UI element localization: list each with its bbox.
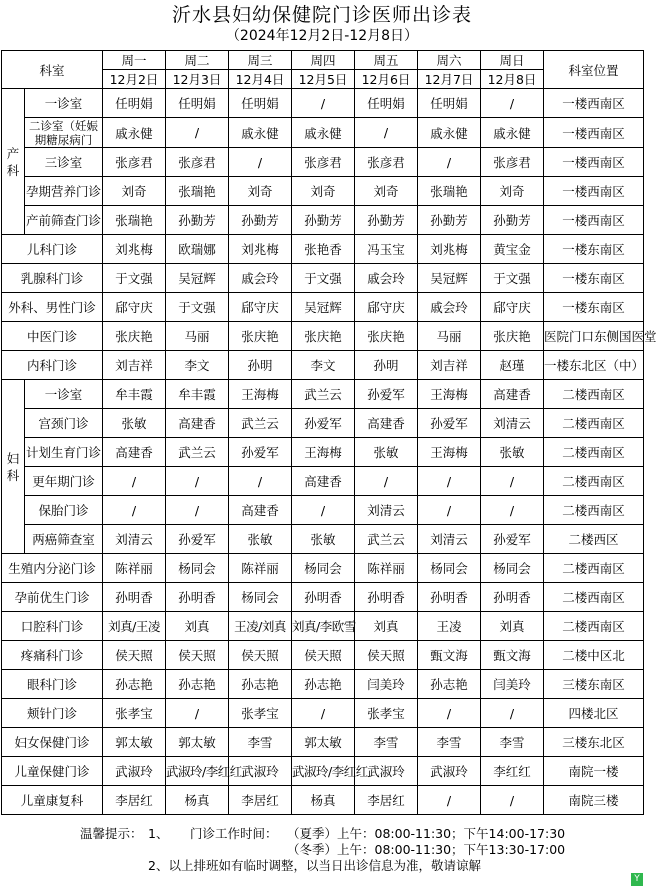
table-row [2,438,644,467]
dept-name: 疼痛科门诊 [2,641,103,670]
table-row [2,177,644,206]
table-row [2,409,644,438]
location-cell: 一楼西南区 [544,206,644,235]
doctor-cell: 马丽 [166,322,229,351]
doctor-cell: / [355,118,418,148]
doctor-cell: / [229,467,292,496]
doctor-cell: / [418,786,481,815]
location-cell: 一楼东南区 [544,264,644,293]
corner-badge: Y [631,873,643,886]
doctor-cell: 李雪 [355,728,418,757]
doctor-cell: 任明娟 [355,89,418,118]
doctor-cell: 任明娟 [418,89,481,118]
doctor-cell: 牟丰霞 [166,380,229,409]
date-header: 12月3日 [166,70,229,89]
location-cell: 南院三楼 [544,786,644,815]
weekday-header: 周三 [229,51,292,70]
note-2: 2、以上排班如有临时调整，以当日出诊信息为准，敬请谅解 [148,858,481,873]
doctor-cell: 李居红 [103,786,166,815]
doctor-cell: 张庆艳 [229,322,292,351]
location-cell: 一楼西南区 [544,118,644,148]
doctor-cell: 戚永健 [292,118,355,148]
doctor-cell: 郭太敏 [166,728,229,757]
doctor-cell: 张敏 [292,525,355,554]
doctor-cell: 牟丰霞 [103,380,166,409]
doctor-cell: 刘奇 [229,177,292,206]
table-row [2,641,644,670]
location-cell: 一楼西南区 [544,89,644,118]
doctor-cell: 吴冠辉 [292,293,355,322]
doctor-cell: 刘真 [481,612,544,641]
location-cell: 一楼西南区 [544,177,644,206]
location-cell: 三楼东南区 [544,670,644,699]
table-row [2,264,644,293]
doctor-cell: / [166,496,229,525]
dept-name: 孕期营养门诊 [25,177,103,206]
doctor-cell: 张敏 [355,438,418,467]
table-row [2,786,644,815]
dept-name: 儿童保健门诊 [2,757,103,786]
location-cell: 三楼东北区 [544,728,644,757]
doctor-cell: 冯玉宝 [355,235,418,264]
location-cell: 四楼北区 [544,699,644,728]
date-range: （2024年12月2日-12月8日） [225,28,419,44]
doctor-cell: 侯天照 [166,641,229,670]
doctor-cell: / [103,496,166,525]
group-label: 妇科 [2,380,25,554]
weekday-header: 周二 [166,51,229,70]
doctor-cell: / [481,786,544,815]
doctor-cell: 李居红 [229,786,292,815]
dept-name: 保胎门诊 [25,496,103,525]
doctor-cell: 闫美玲 [481,670,544,699]
table-row [2,612,644,641]
table-row [2,467,644,496]
dept-name: 计划生育门诊 [25,438,103,467]
doctor-cell: / [418,699,481,728]
doctor-cell: 武兰云 [292,380,355,409]
doctor-cell: / [418,467,481,496]
doctor-cell: 戚永健 [103,118,166,148]
doctor-cell: 张敏 [481,438,544,467]
location-cell: 二楼中区北 [544,641,644,670]
doctor-cell: 王海梅 [229,380,292,409]
doctor-cell: 郭太敏 [292,728,355,757]
doctor-cell: 武淑玲/李红红 [166,757,229,786]
weekday-header: 周日 [481,51,544,70]
doctor-cell: 李居红 [355,786,418,815]
table-row [2,699,644,728]
doctor-cell: 戚永健 [229,118,292,148]
doctor-cell: 张庆艳 [355,322,418,351]
doctor-cell: 李雪 [481,728,544,757]
dept-name: 乳腺科门诊 [2,264,103,293]
table-row [2,496,644,525]
doctor-cell: / [418,496,481,525]
location-cell: 二楼西南区 [544,496,644,525]
doctor-cell: 郈守庆 [355,293,418,322]
doctor-cell: 郈守庆 [103,293,166,322]
location-cell: 医院门口东侧国医堂 [544,322,644,351]
doctor-cell: / [481,496,544,525]
doctor-cell: 赵瑾 [481,351,544,380]
dept-header: 科室 [2,51,103,89]
doctor-cell: 张孝宝 [103,699,166,728]
note-1-title: 门诊工作时间： [190,826,278,841]
table-row [2,728,644,757]
doctor-cell: 武淑玲/李红红 [292,757,355,786]
summer-hours: （夏季）上午：08:00-11:30；下午14:00-17:30 [287,826,566,841]
doctor-cell: 孙爱军 [292,409,355,438]
doctor-cell: 郈守庆 [481,293,544,322]
doctor-cell: / [418,148,481,177]
doctor-cell: 刘真/李欧雪 [292,612,355,641]
page-title: 沂水县妇幼保健院门诊医师出诊表 [171,4,472,26]
doctor-cell: 刘清云 [418,525,481,554]
table-row [2,670,644,699]
doctor-cell: 刘兆梅 [418,235,481,264]
doctor-cell: 张庆艳 [103,322,166,351]
location-cell: 一楼西南区 [544,148,644,177]
weekday-header: 周一 [103,51,166,70]
doctor-cell: 孙爱军 [481,525,544,554]
dept-name: 孕前优生门诊 [2,583,103,612]
note-1-number: 1、 [148,826,169,841]
dept-name: 颊针门诊 [2,699,103,728]
doctor-cell: 高建香 [103,438,166,467]
doctor-cell: 刘吉祥 [418,351,481,380]
doctor-cell: 刘奇 [481,177,544,206]
doctor-cell: 王海梅 [418,438,481,467]
doctor-cell: 孙爱军 [418,409,481,438]
doctor-cell: 高建香 [355,409,418,438]
table-row [2,206,644,235]
dept-name: 眼科门诊 [2,670,103,699]
location-cell: 二楼西南区 [544,583,644,612]
date-header: 12月7日 [418,70,481,89]
dept-name: 儿科门诊 [2,235,103,264]
doctor-cell: 孙志艳 [229,670,292,699]
date-header: 12月2日 [103,70,166,89]
doctor-cell: 高建香 [229,496,292,525]
doctor-cell: 侯天照 [103,641,166,670]
doctor-cell: 杨真 [292,786,355,815]
doctor-cell: 孙勤芳 [229,206,292,235]
doctor-cell: 孙明香 [292,583,355,612]
doctor-cell: 张孝宝 [229,699,292,728]
doctor-cell: 王海梅 [292,438,355,467]
table-row [2,380,644,409]
doctor-cell: 孙明香 [103,583,166,612]
doctor-cell: 武兰云 [166,438,229,467]
doctor-cell: 张庆艳 [292,322,355,351]
doctor-cell: 武淑玲 [418,757,481,786]
doctor-cell: 张彦君 [481,148,544,177]
table-row [2,293,644,322]
doctor-cell: 王海梅 [418,380,481,409]
doctor-cell: 杨同会 [166,554,229,583]
doctor-cell: 侯天照 [292,641,355,670]
doctor-cell: 孙明香 [166,583,229,612]
date-header: 12月4日 [229,70,292,89]
doctor-cell: 郈守庆 [229,293,292,322]
doctor-cell: 孙明香 [481,583,544,612]
doctor-cell: / [292,496,355,525]
doctor-cell: 孙勤芳 [355,206,418,235]
doctor-cell: / [229,148,292,177]
doctor-cell: 李文 [292,351,355,380]
doctor-cell: 马丽 [418,322,481,351]
doctor-cell: 陈祥丽 [229,554,292,583]
doctor-cell: 张敏 [103,409,166,438]
doctor-cell: 孙爱军 [229,438,292,467]
table-row [2,235,644,264]
doctor-cell: 武兰云 [355,525,418,554]
dept-name: 产前筛查门诊 [25,206,103,235]
location-cell: 一楼东南区 [544,235,644,264]
doctor-cell: 侯天照 [355,641,418,670]
doctor-cell: 闫美玲 [355,670,418,699]
doctor-cell: 高建香 [166,409,229,438]
weekday-header: 周五 [355,51,418,70]
dept-name: 一诊室 [25,380,103,409]
table-row [2,351,644,380]
date-header: 12月5日 [292,70,355,89]
doctor-cell: 刘兆梅 [103,235,166,264]
doctor-cell: 武兰云 [229,409,292,438]
dept-name: 妇女保健门诊 [2,728,103,757]
doctor-cell: 张瑞艳 [166,177,229,206]
doctor-cell: 孙明香 [418,583,481,612]
doctor-cell: 戚会玲 [418,293,481,322]
dept-name: 更年期门诊 [25,467,103,496]
location-cell: 南院一楼 [544,757,644,786]
doctor-cell: 黄宝金 [481,235,544,264]
location-cell: 二楼西南区 [544,438,644,467]
dept-name: 中医门诊 [2,322,103,351]
doctor-cell: / [166,467,229,496]
dept-name: 生殖内分泌门诊 [2,554,103,583]
doctor-cell: 刘奇 [103,177,166,206]
doctor-cell: 武淑玲 [103,757,166,786]
doctor-cell: 孙志艳 [166,670,229,699]
doctor-cell: 刘真 [355,612,418,641]
doctor-cell: 甄文海 [418,641,481,670]
doctor-cell: / [292,699,355,728]
doctor-cell: 陈祥丽 [103,554,166,583]
doctor-cell: 孙爱军 [355,380,418,409]
doctor-cell: 吴冠辉 [418,264,481,293]
location-cell: 二楼西南区 [544,467,644,496]
doctor-cell: 杨同会 [418,554,481,583]
doctor-cell: 孙志艳 [292,670,355,699]
weekday-header: 周六 [418,51,481,70]
winter-hours: （冬季）上午：08:00-11:30；下午13:30-17:00 [287,842,566,857]
dept-name: 一诊室 [25,89,103,118]
doctor-cell: 张瑞艳 [418,177,481,206]
table-row [2,89,644,118]
doctor-cell: 张艳香 [292,235,355,264]
doctor-cell: 杨同会 [229,583,292,612]
doctor-cell: 孙爱军 [166,525,229,554]
table-row [2,322,644,351]
doctor-cell: / [481,699,544,728]
doctor-cell: / [166,699,229,728]
schedule-table [1,50,657,815]
doctor-cell: 刘清云 [355,496,418,525]
date-header: 12月6日 [355,70,418,89]
doctor-cell: 李雪 [418,728,481,757]
doctor-cell: 张彦君 [355,148,418,177]
table-row [2,554,644,583]
table-row [2,118,644,148]
doctor-cell: 杨同会 [481,554,544,583]
doctor-cell: 刘真 [166,612,229,641]
location-cell: 二楼西南区 [544,409,644,438]
table-row [2,757,644,786]
doctor-cell: 于文强 [166,293,229,322]
doctor-cell: 张彦君 [292,148,355,177]
dept-name: 三诊室 [25,148,103,177]
table-row [2,148,644,177]
doctor-cell: 杨同会 [292,554,355,583]
doctor-cell: 张孝宝 [355,699,418,728]
dept-name: 外科、男性门诊 [2,293,103,322]
location-cell: 二楼西区 [544,525,644,554]
weekday-header: 周四 [292,51,355,70]
doctor-cell: 李红红 [481,757,544,786]
doctor-cell: 张瑞艳 [103,206,166,235]
doctor-cell: 吴冠辉 [166,264,229,293]
doctor-cell: 刘清云 [481,409,544,438]
dept-name: 口腔科门诊 [2,612,103,641]
doctor-cell: 张彦君 [103,148,166,177]
doctor-cell: 李雪 [229,728,292,757]
doctor-cell: 戚永健 [418,118,481,148]
location-cell: 二楼西南区 [544,554,644,583]
doctor-cell: 李文 [166,351,229,380]
group-label: 产科 [2,89,25,235]
doctor-cell: 刘奇 [292,177,355,206]
location-cell: 二楼西南区 [544,380,644,409]
table-row [2,525,644,554]
doctor-cell: 任明娟 [103,89,166,118]
location-cell: 一楼东南区 [544,293,644,322]
doctor-cell: 孙勤芳 [418,206,481,235]
dept-name: 两癌筛查室 [25,525,103,554]
date-header: 12月8日 [481,70,544,89]
doctor-cell: 陈祥丽 [355,554,418,583]
doctor-cell: 刘清云 [103,525,166,554]
doctor-cell: 孙明香 [355,583,418,612]
doctor-cell: 高建香 [481,380,544,409]
doctor-cell: 张敏 [229,525,292,554]
doctor-cell: / [103,467,166,496]
doctor-cell: / [166,118,229,148]
dept-name: 二诊室（妊娠期糖尿病门 [25,118,103,148]
doctor-cell: 张彦君 [166,148,229,177]
doctor-cell: 刘真/王凌 [103,612,166,641]
doctor-cell: 孙勤芳 [292,206,355,235]
doctor-cell: 王凌/刘真 [229,612,292,641]
doctor-cell: 孙勤芳 [166,206,229,235]
doctor-cell: 王凌 [418,612,481,641]
doctor-cell: 张庆艳 [481,322,544,351]
doctor-cell: / [355,467,418,496]
location-cell: 一楼东北区（中） [544,351,644,380]
doctor-cell: 戚永健 [481,118,544,148]
doctor-cell: 孙志艳 [418,670,481,699]
location-cell: 二楼西南区 [544,612,644,641]
doctor-cell: 刘兆梅 [229,235,292,264]
doctor-cell: 孙志艳 [103,670,166,699]
doctor-cell: / [481,89,544,118]
doctor-cell: 甄文海 [481,641,544,670]
doctor-cell: 武淑玲 [229,757,292,786]
doctor-cell: 武淑玲 [355,757,418,786]
doctor-cell: 于文强 [292,264,355,293]
dept-name: 宫颈门诊 [25,409,103,438]
doctor-cell: 侯天照 [229,641,292,670]
doctor-cell: 戚会玲 [355,264,418,293]
doctor-cell: 孙明 [355,351,418,380]
doctor-cell: 戚会玲 [229,264,292,293]
doctor-cell: / [481,467,544,496]
notes-label: 温馨提示： [80,826,143,841]
doctor-cell: 孙勤芳 [481,206,544,235]
dept-name: 内科门诊 [2,351,103,380]
doctor-cell: 孙明 [229,351,292,380]
doctor-cell: 高建香 [292,467,355,496]
doctor-cell: / [292,89,355,118]
location-header: 科室位置 [544,51,644,89]
doctor-cell: 任明娟 [229,89,292,118]
doctor-cell: 于文强 [481,264,544,293]
table-row [2,583,644,612]
doctor-cell: 刘奇 [355,177,418,206]
doctor-cell: 刘吉祥 [103,351,166,380]
doctor-cell: 于文强 [103,264,166,293]
doctor-cell: 杨真 [166,786,229,815]
doctor-cell: 欧瑞娜 [166,235,229,264]
doctor-cell: 郭太敏 [103,728,166,757]
dept-name: 儿童康复科 [2,786,103,815]
doctor-cell: 任明娟 [166,89,229,118]
